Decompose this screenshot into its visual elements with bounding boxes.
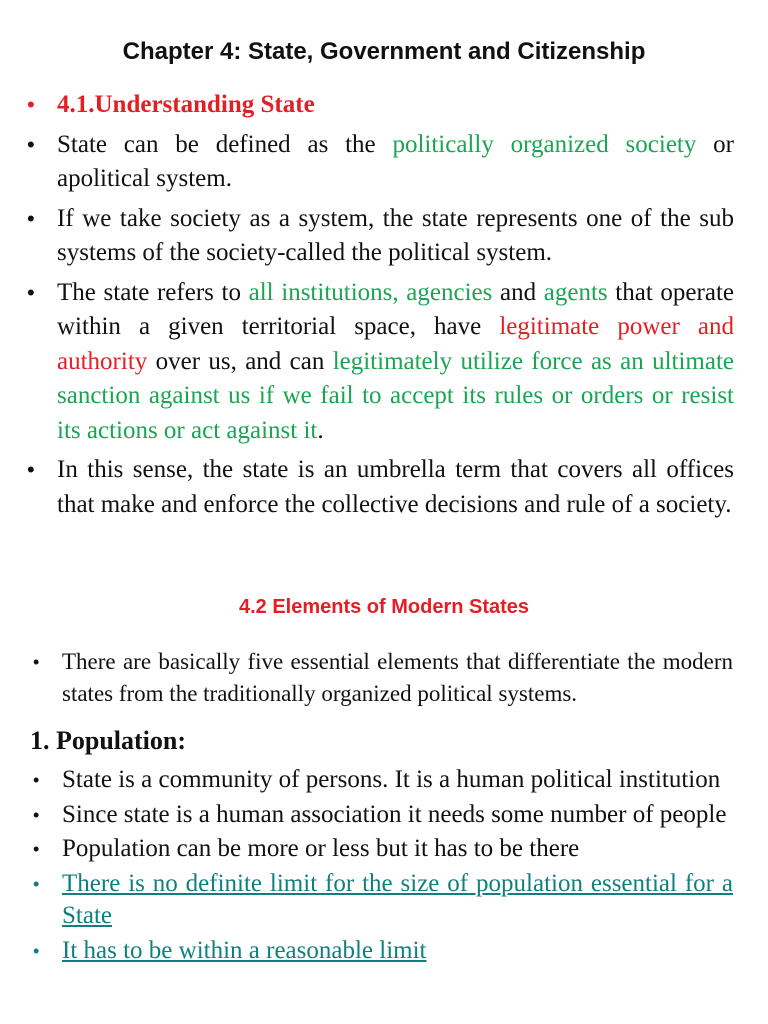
- highlight-green: agents: [543, 278, 608, 306]
- highlight-green: legitimately utilize force as an ultimate sanction against us if we fail to accept its rules or orders or resist its actions or act against it: [57, 347, 734, 444]
- highlight-teal: It has to be within a reasonable limit: [62, 936, 427, 964]
- bullet-icon: •: [27, 92, 35, 117]
- section-1-list: [0, 88, 734, 527]
- list-item: [0, 276, 734, 449]
- bullet-icon: •: [33, 839, 40, 859]
- text-run: and: [492, 278, 544, 306]
- list-item: [0, 453, 734, 522]
- bullet-icon: •: [27, 279, 35, 305]
- list-item: [0, 868, 733, 933]
- text-run: State can be defined as the: [57, 130, 393, 158]
- list-item: [0, 764, 733, 797]
- page-title: Chapter 4: State, Government and Citizenship: [122, 38, 646, 65]
- highlight-red: legitimate power and authority: [57, 313, 734, 375]
- bullet-icon: •: [33, 804, 40, 825]
- highlight-teal: There is no definite limit for the size of population essential for a State: [62, 869, 733, 929]
- bullet-icon: •: [27, 457, 35, 482]
- bullet-icon: •: [33, 873, 40, 894]
- text-run: over us, and can: [147, 347, 333, 375]
- bullet-icon: •: [33, 940, 40, 961]
- text-run: .: [317, 416, 324, 444]
- bullet-icon: •: [27, 131, 35, 157]
- text-run: or apolitical system.: [57, 130, 734, 192]
- list-item: [0, 935, 733, 968]
- text-run: Population can be more or less but it has to be there: [62, 835, 580, 862]
- text-run: State is a community of persons. It is a human political institution: [62, 766, 721, 793]
- bullet-icon: •: [27, 205, 35, 231]
- list-item: [0, 833, 733, 866]
- section-2-list: [0, 646, 733, 710]
- section-heading-1: 4.1.Understanding State: [57, 91, 315, 118]
- text-run: The state refers to: [57, 278, 249, 306]
- bullet-icon: •: [33, 770, 40, 790]
- highlight-green: politically organized society: [392, 130, 697, 158]
- list-item: [0, 202, 734, 271]
- list-item: [0, 646, 733, 710]
- highlight-green: all institutions, agencies: [248, 278, 493, 306]
- bullet-icon: •: [33, 652, 40, 672]
- section-heading-2: 4.2 Elements of Modern States: [238, 596, 530, 618]
- list-item: [0, 799, 733, 832]
- population-heading: 1. Population:: [30, 726, 187, 755]
- text-run: There are basically five essential elements that differentiate the modern states from the traditionally organized political systems.: [62, 649, 733, 706]
- list-item: [0, 128, 734, 197]
- population-list: [0, 764, 733, 969]
- text-run: If we take society as a system, the state represents one of the sub systems of the society-called the political system.: [57, 204, 734, 266]
- text-run: that operate within a given territorial space, have: [57, 278, 734, 340]
- text-run: Since state is a human association it needs some number of people: [62, 800, 727, 828]
- list-item-heading: [0, 88, 734, 123]
- text-run: In this sense, the state is an umbrella term that covers all offices that make and enforce the collective decisions and rule of a society.: [57, 456, 734, 518]
